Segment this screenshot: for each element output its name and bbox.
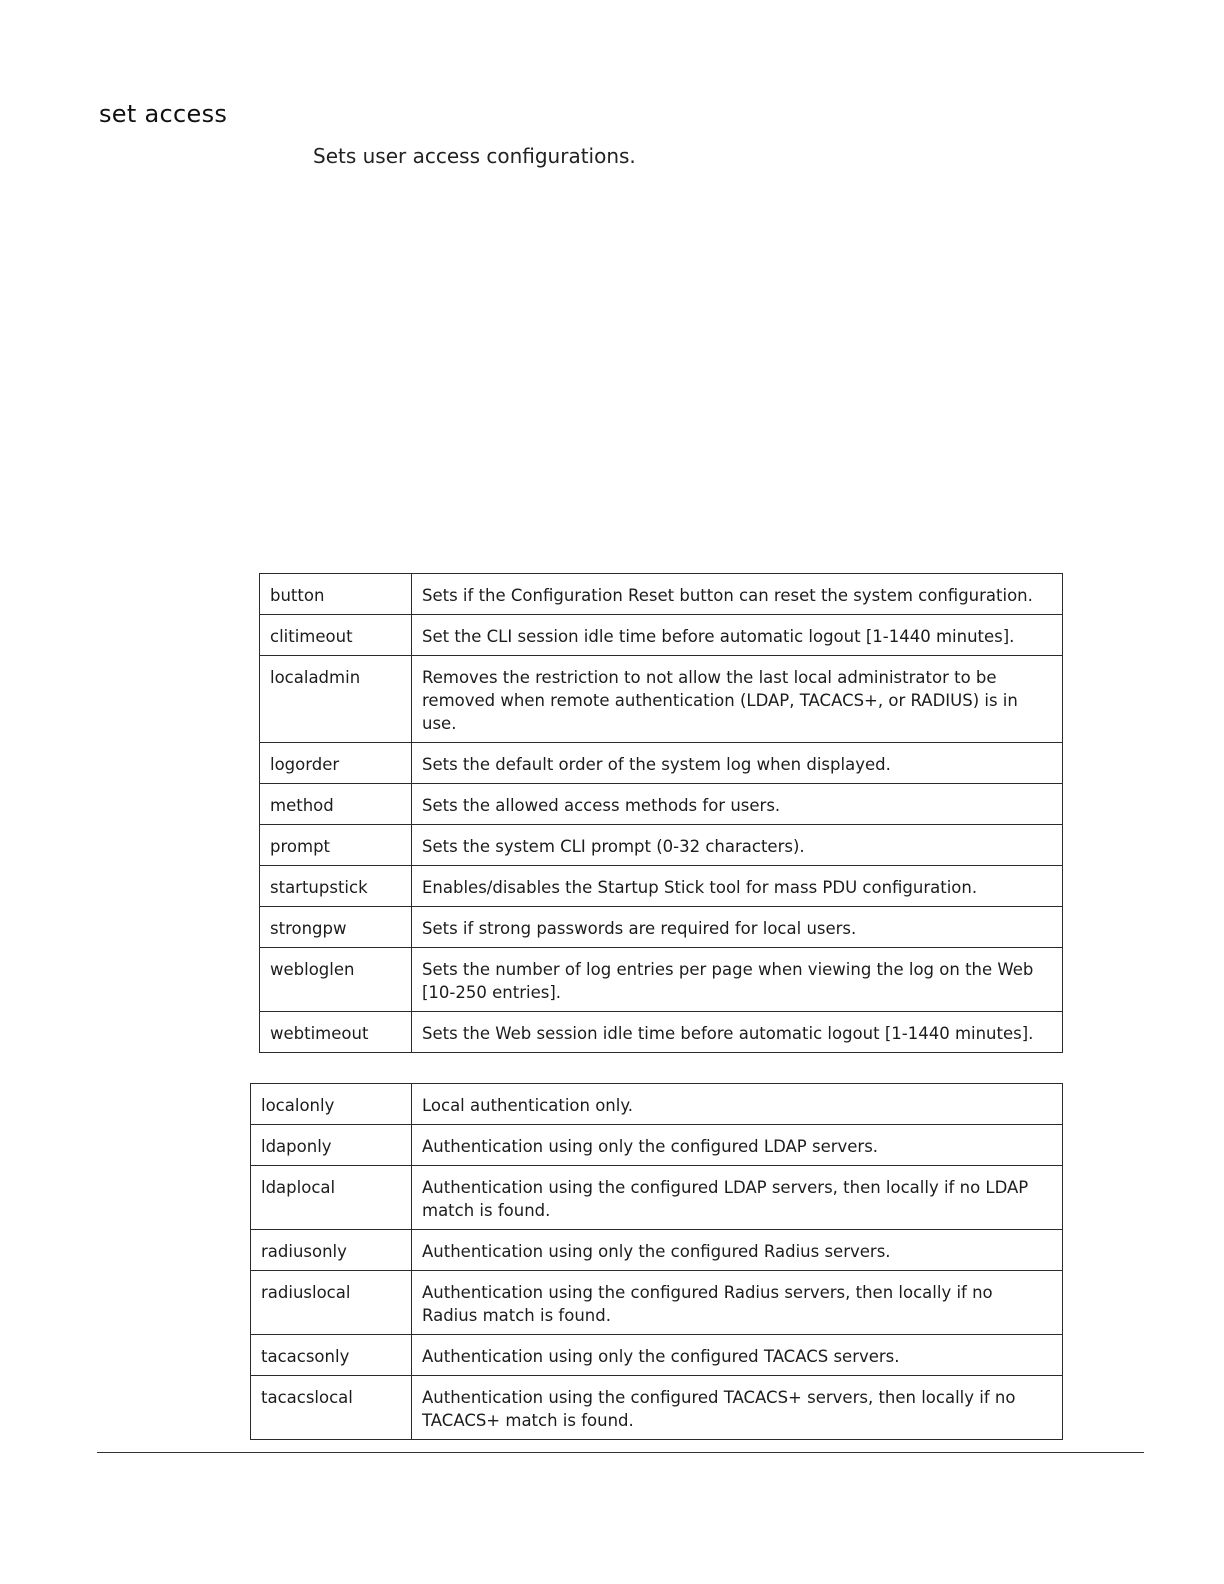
method-name: tacacsonly <box>251 1335 412 1376</box>
option-description: Enables/disables the Startup Stick tool for mass PDU configuration. <box>412 866 1063 907</box>
option-description: Sets the allowed access methods for users. <box>412 784 1063 825</box>
footer-divider <box>97 1452 1144 1453</box>
option-name: strongpw <box>260 907 412 948</box>
table-row <box>251 1376 1063 1440</box>
option-description: Sets if the Configuration Reset button can reset the system configuration. <box>412 574 1063 615</box>
option-description: Sets the Web session idle time before automatic logout [1-1440 minutes]. <box>412 1012 1063 1053</box>
method-description: Authentication using only the configured TACACS servers. <box>412 1335 1063 1376</box>
method-description: Authentication using only the configured Radius servers. <box>412 1230 1063 1271</box>
method-description: Authentication using only the configured LDAP servers. <box>412 1125 1063 1166</box>
methods-table <box>250 1083 1063 1440</box>
table-row <box>251 1335 1063 1376</box>
table-row <box>260 907 1063 948</box>
table-row <box>260 656 1063 743</box>
table-row <box>251 1230 1063 1271</box>
method-name: ldaplocal <box>251 1166 412 1230</box>
table-row <box>260 784 1063 825</box>
option-name: webloglen <box>260 948 412 1012</box>
table-row <box>260 615 1063 656</box>
table-row <box>251 1084 1063 1125</box>
method-name: radiuslocal <box>251 1271 412 1335</box>
intro-text: Sets user access configurations. <box>313 144 636 168</box>
option-description: Removes the restriction to not allow the last local administrator to be removed when remote authentication (LDAP, TACACS+, or RADIUS) is in use. <box>412 656 1063 743</box>
option-name: startupstick <box>260 866 412 907</box>
method-description: Authentication using the configured TACACS+ servers, then locally if no TACACS+ match is found. <box>412 1376 1063 1440</box>
option-description: Sets the system CLI prompt (0-32 characters). <box>412 825 1063 866</box>
table-row <box>260 574 1063 615</box>
method-description: Authentication using the configured Radius servers, then locally if no Radius match is found. <box>412 1271 1063 1335</box>
option-name: logorder <box>260 743 412 784</box>
option-name: webtimeout <box>260 1012 412 1053</box>
option-name: button <box>260 574 412 615</box>
option-description: Sets the number of log entries per page when viewing the log on the Web [10-250 entries]. <box>412 948 1063 1012</box>
table-row <box>260 825 1063 866</box>
option-name: clitimeout <box>260 615 412 656</box>
option-description: Sets the default order of the system log when displayed. <box>412 743 1063 784</box>
method-name: radiusonly <box>251 1230 412 1271</box>
method-name: tacacslocal <box>251 1376 412 1440</box>
table-row <box>251 1271 1063 1335</box>
table-row <box>251 1166 1063 1230</box>
option-description: Sets if strong passwords are required for local users. <box>412 907 1063 948</box>
table-row <box>260 1012 1063 1053</box>
method-name: localonly <box>251 1084 412 1125</box>
page-title: set access <box>99 100 228 128</box>
option-description: Set the CLI session idle time before automatic logout [1-1440 minutes]. <box>412 615 1063 656</box>
options-table <box>259 573 1063 1053</box>
method-description: Authentication using the configured LDAP servers, then locally if no LDAP match is found. <box>412 1166 1063 1230</box>
table-row <box>251 1125 1063 1166</box>
option-name: localadmin <box>260 656 412 743</box>
table-row <box>260 948 1063 1012</box>
option-name: prompt <box>260 825 412 866</box>
table-row <box>260 866 1063 907</box>
method-description: Local authentication only. <box>412 1084 1063 1125</box>
option-name: method <box>260 784 412 825</box>
method-name: ldaponly <box>251 1125 412 1166</box>
table-row <box>260 743 1063 784</box>
